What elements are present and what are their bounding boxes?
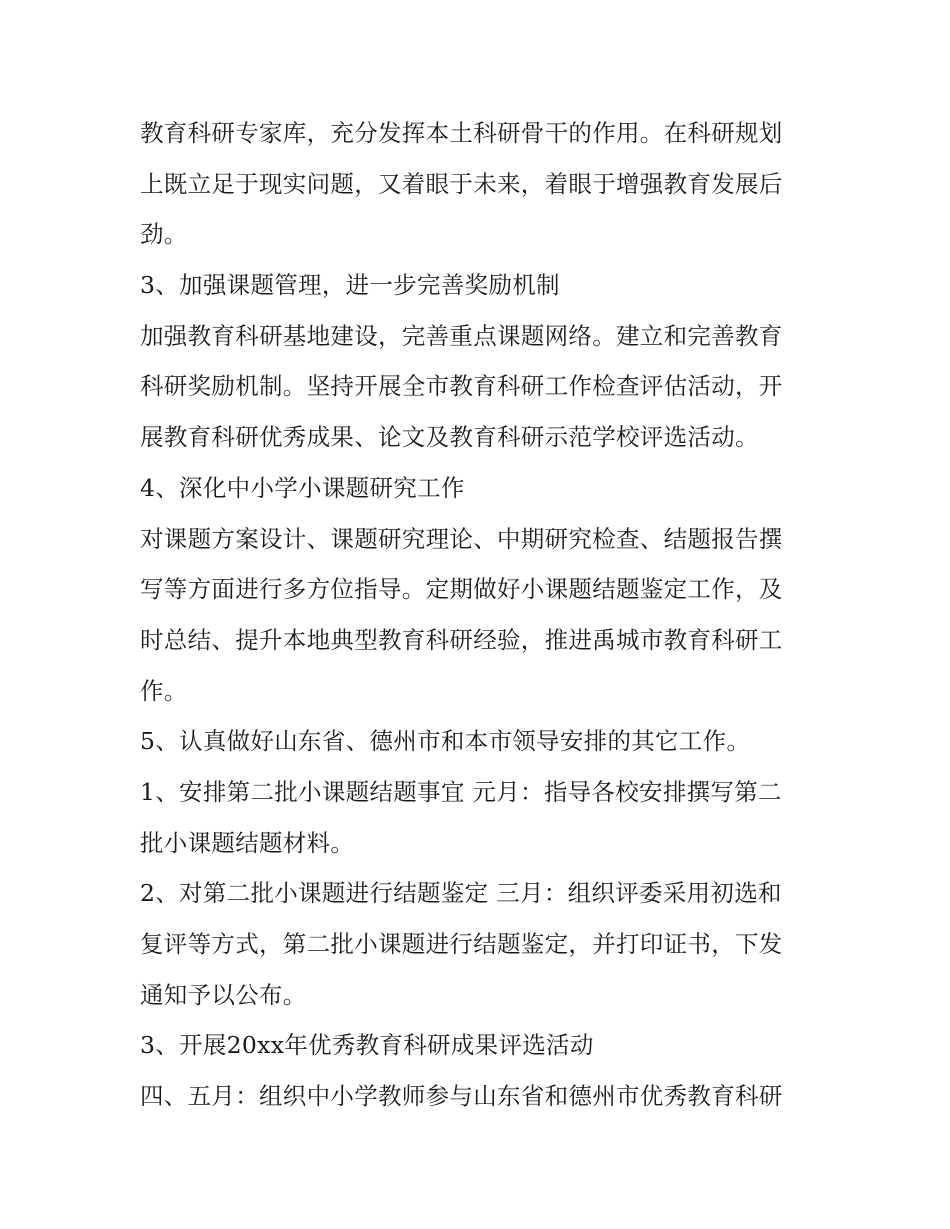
section-heading: 4、深化中小学小课题研究工作 (140, 473, 465, 502)
text-line: 复评等方式，第二批小课题进行结题鉴定，并打印证书，下发 (140, 930, 783, 958)
text-line: 展教育科研优秀成果、论文及教育科研示范学校评选活动。 (140, 423, 759, 452)
text-line: 劲。 (140, 220, 188, 249)
text-line: 通知予以公布。 (140, 980, 307, 1009)
text-line: 时总结、提升本地典型教育科研经验，推进禹城市教育科研工 (140, 625, 783, 654)
text-line: 四、五月：组织中小学教师参与山东省和德州市优秀教育科研 (140, 1082, 783, 1111)
text-line: 作。 (140, 676, 188, 705)
text-line: 写等方面进行多方位指导。定期做好小课题结题鉴定工作，及 (140, 575, 783, 604)
text-line: 加强教育科研基地建设，完善重点课题网络。建立和完善教育 (140, 321, 783, 350)
text-line: 批小课题结题材料。 (140, 828, 355, 857)
text-line: 科研奖励机制。坚持开展全市教育科研工作检查评估活动，开 (140, 372, 783, 401)
text-line: 对课题方案设计、课题研究理论、中期研究检查、结题报告撰 (140, 524, 783, 553)
document-body (140, 108, 820, 1122)
section-heading: 3、加强课题管理，进一步完善奖励机制 (140, 271, 560, 300)
schedule-item: 2、对第二批小课题进行结题鉴定 三月：组织评委采用初选和 (140, 879, 782, 908)
text-line: 教育科研专家库，充分发挥本土科研骨干的作用。在科研规划 (140, 119, 783, 147)
section-heading: 5、认真做好山东省、德州市和本市领导安排的其它工作。 (140, 727, 751, 756)
schedule-item: 3、开展20xx年优秀教育科研成果评选活动 (140, 1031, 594, 1060)
schedule-item: 1、安排第二批小课题结题事宜 元月：指导各校安排撰写第二 (140, 777, 782, 806)
text-line: 上既立足于现实问题，又着眼于未来，着眼于增强教育发展后 (140, 169, 783, 198)
